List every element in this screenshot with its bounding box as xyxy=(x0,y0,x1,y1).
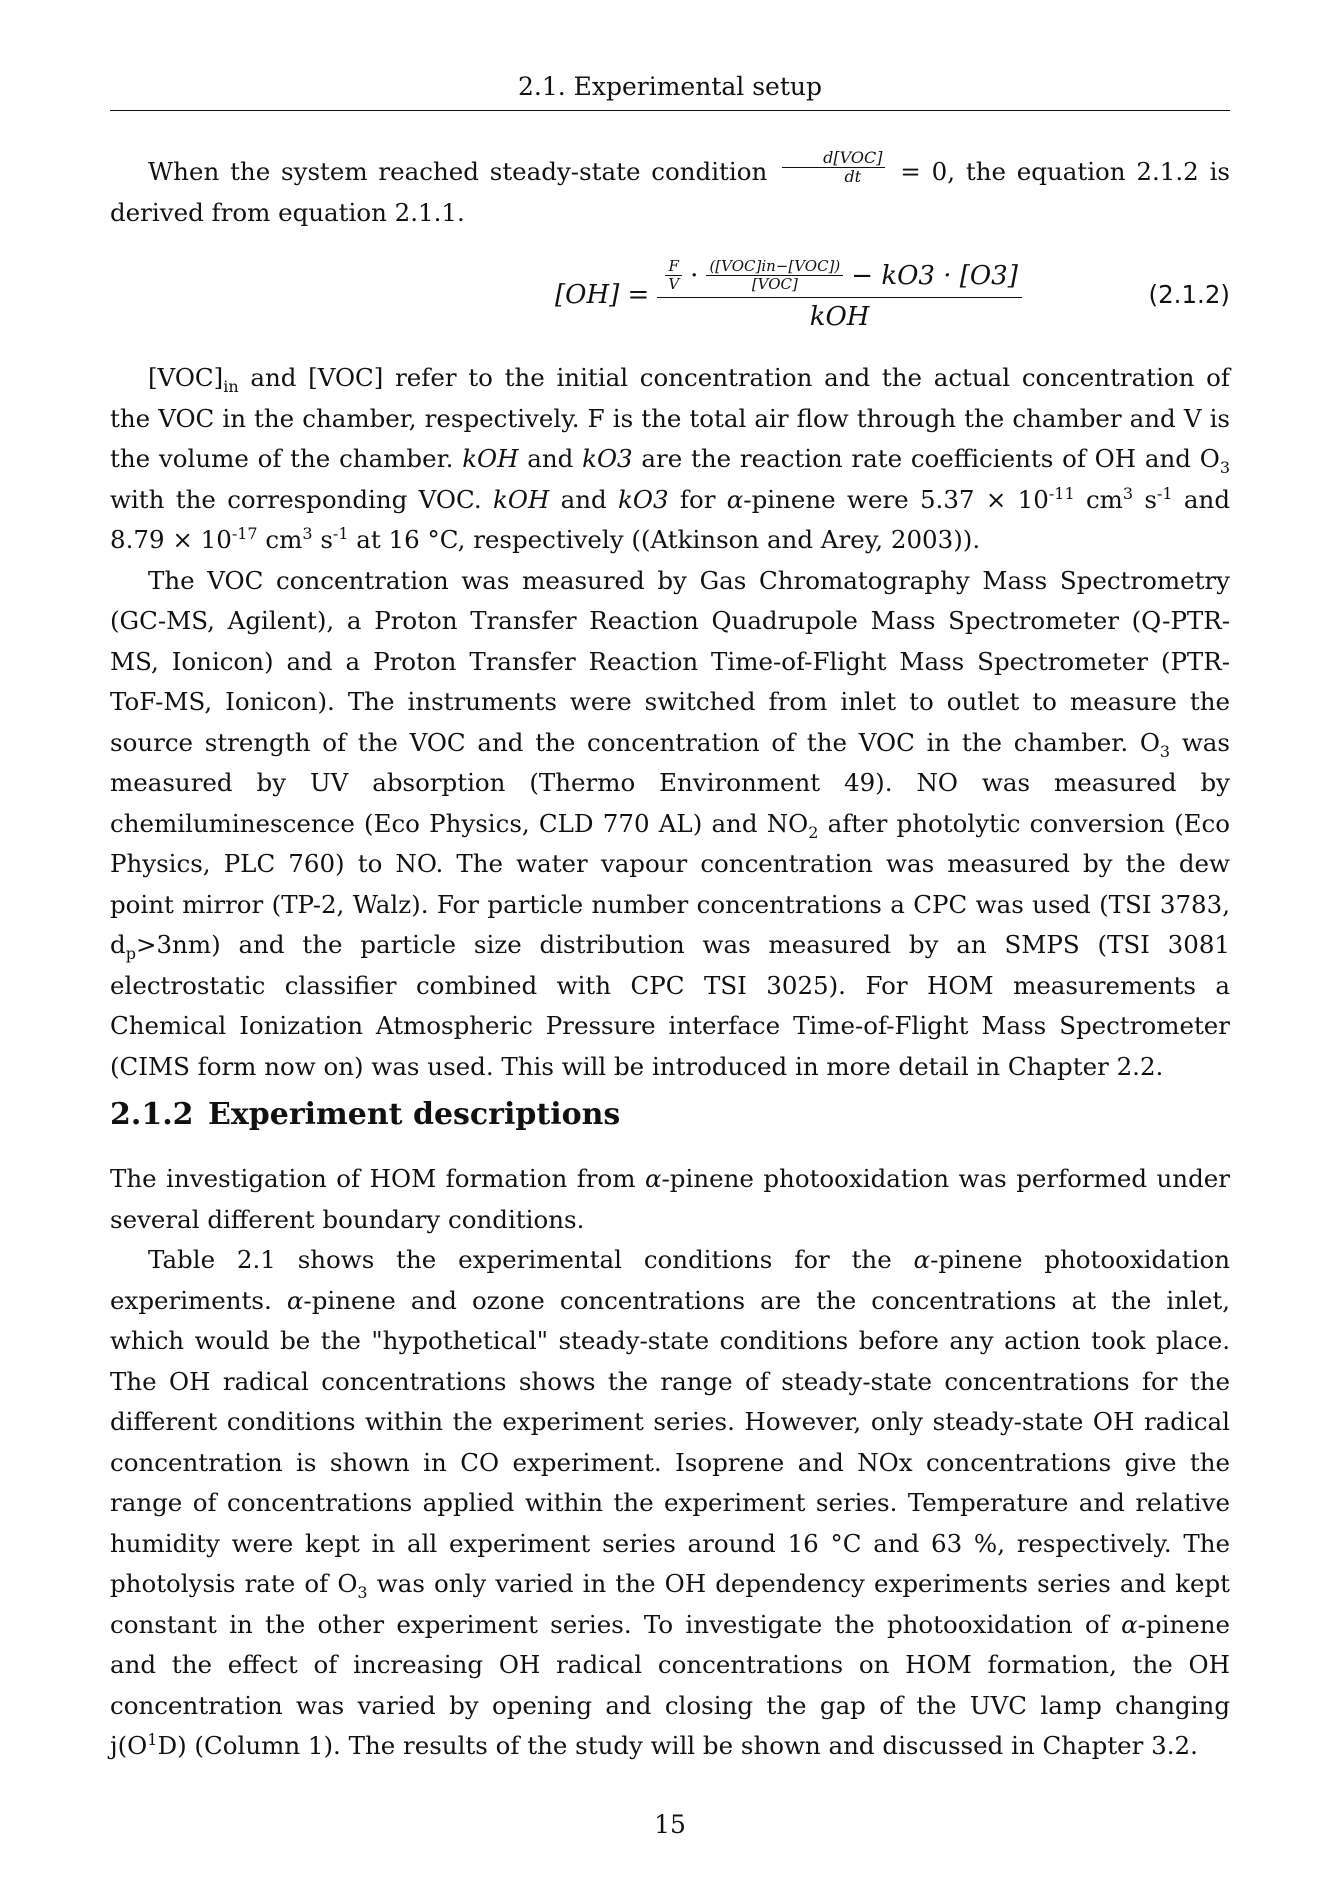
header-rule xyxy=(110,110,1230,111)
page-number: 15 xyxy=(654,1810,686,1839)
equation-denominator: kOH xyxy=(809,302,870,333)
equation-main-fraction xyxy=(657,258,1022,333)
intro-text-1: When the system reached steady-state condition xyxy=(148,157,779,186)
section-body xyxy=(110,1159,1230,1767)
concentration-ratio-fraction: $\frac{\text{([VOC]in−[VOC])}}{\text{[VOC]}}$ xyxy=(706,258,843,294)
section-number: 2.1.2 xyxy=(110,1097,194,1132)
intro-paragraph xyxy=(110,147,1230,233)
instruments-paragraph: The VOC concentration was measured by Gas Chromatography Mass Spectrometry (GC-MS, Agilent), a Proton Transfer Reaction Quadrupole Mass Spectrometer (Q-PTR-MS, Ionicon) and a Proton Transfer Reaction Time-of-Flight Mass Spectrometer (PTR-ToF-MS, Ionicon). The instruments were switched from inlet to outlet to measure the source strength of the VOC and the concentration of the VOC in the chamber. $O_3$ was measured by UV absorption (Thermo Environment 49). NO was measured by chemiluminescence (Eco Physics, CLD 770 AL) and $NO_2$ after photolytic conversion (Eco Physics, PLC 760) to NO. The water vapour concentration was measured by the dew point mirror (TP-2, Walz). For particle number concentrations a CPC was used (TSI 3783, $d_p>3nm$) and the particle size distribution was measured by an SMPS (TSI 3081 electrostatic classifier combined with CPC TSI 3025). For HOM measurements a Chemical Ionization Atmospheric Pressure interface Time-of-Flight Mass Spectrometer (CIMS form now on) was used. This will be introduced in more detail in Chapter 2.2. xyxy=(110,565,1230,1081)
definitions-paragraph: $[VOC]_{in}$ and [VOC] refer to the initial concentration and the actual concentration of the VOC in the chamber, respectively. F is the total air flow through the chamber and V is the volume of the chamber. kOH and kO3 are the reaction rate coefficients of OH and $O_3$ with the corresponding VOC. kOH and kO3 for α-pinene were $5.37 \times 10^{-11}$ $cm^3$ $s^{-1}$ and $8.79 \times 10^{-17}$ $cm^3$ $s^{-1}$ at 16 °C, respectively ((Atkinson and Arey, 2003)). The VOC concentration was measured by Gas Chromatography Mass Spectrometry (GC-MS, Agilent), a Proton Transfer Reaction Quadrupole Mass Spectrometer (Q-PTR-MS, Ionicon) and a Proton Transfer Reaction Time-of-Flight Mass Spectrometer (PTR-ToF-MS, Ionicon). The instruments were switched from inlet to outlet to measure the source strength of the VOC and the concentration of the VOC in the chamber. $O_3$ was measured by UV absorption (Thermo Environment 49). NO was measured by chemiluminescence (Eco Physics, CLD 770 AL) and $NO_2$ after photolytic conversion (Eco Physics, PLC 760) to NO. The water vapour concentration was measured by the dew point mirror (TP-2, Walz). For particle number concentrations a CPC was used (TSI 3783, $d_p>3nm$) and the particle size distribution was measured by an SMPS (TSI 3081 electrostatic classifier combined with CPC TSI 3025). For HOM measurements a Chemical Ionization Atmospheric Pressure interface Time-of-Flight Mass Spectrometer (CIMS form now on) was used. This will be introduced in more detail in Chapter 2.2. xyxy=(110,358,1230,1087)
hom-paragraph: The investigation of HOM formation from α-pinene photooxidation was performed under several different boundary conditions. xyxy=(110,1164,1230,1234)
dvoc-dt-fraction: $\frac{\text{d[VOC]}}{dt}$ xyxy=(782,149,885,187)
equation-dot: · xyxy=(690,260,699,291)
equation-2-1-2 xyxy=(110,250,1230,340)
ozone-term: − kO3 · [O3] xyxy=(851,260,1018,291)
f-over-v-fraction: $\frac{F}{V}$ xyxy=(665,258,682,294)
equation-number: (2.1.2) xyxy=(1148,280,1230,309)
section-heading xyxy=(110,1095,620,1135)
running-header: 2.1. Experimental setup xyxy=(517,72,823,101)
equation-lhs: [OH] = xyxy=(555,280,650,310)
table-description-paragraph: Table 2.1 shows the experimental conditions for the α-pinene photooxidation experiments. α-pinene and ozone concentrations are the concentrations at the inlet, which would be the "hypothetical" steady-state conditions before any action took place. The OH radical concentrations shows the range of steady-state concentrations for the different conditions within the experiment series. However, only steady-state OH radical concentration is shown in CO experiment. Isoprene and NOx concentrations give the range of concentrations applied within the experiment series. Temperature and relative humidity were kept in all experiment series around 16 °C and 63 %, respectively. The photolysis rate of $O_3$ was only varied in the OH dependency experiments series and kept constant in the other experiment series. To investigate the photooxidation of α-pinene and the effect of increasing OH radical concentrations on HOM formation, the OH concentration was varied by opening and closing the gap of the UVC lamp changing $j(O^1D)$ (Column 1). The results of the study will be shown and discussed in Chapter 3.2. xyxy=(110,1245,1230,1760)
section-title: Experiment descriptions xyxy=(208,1097,621,1132)
intro-text-2: = 0, the equation 2.1.2 is derived from equation 2.1.1. xyxy=(110,157,1230,227)
